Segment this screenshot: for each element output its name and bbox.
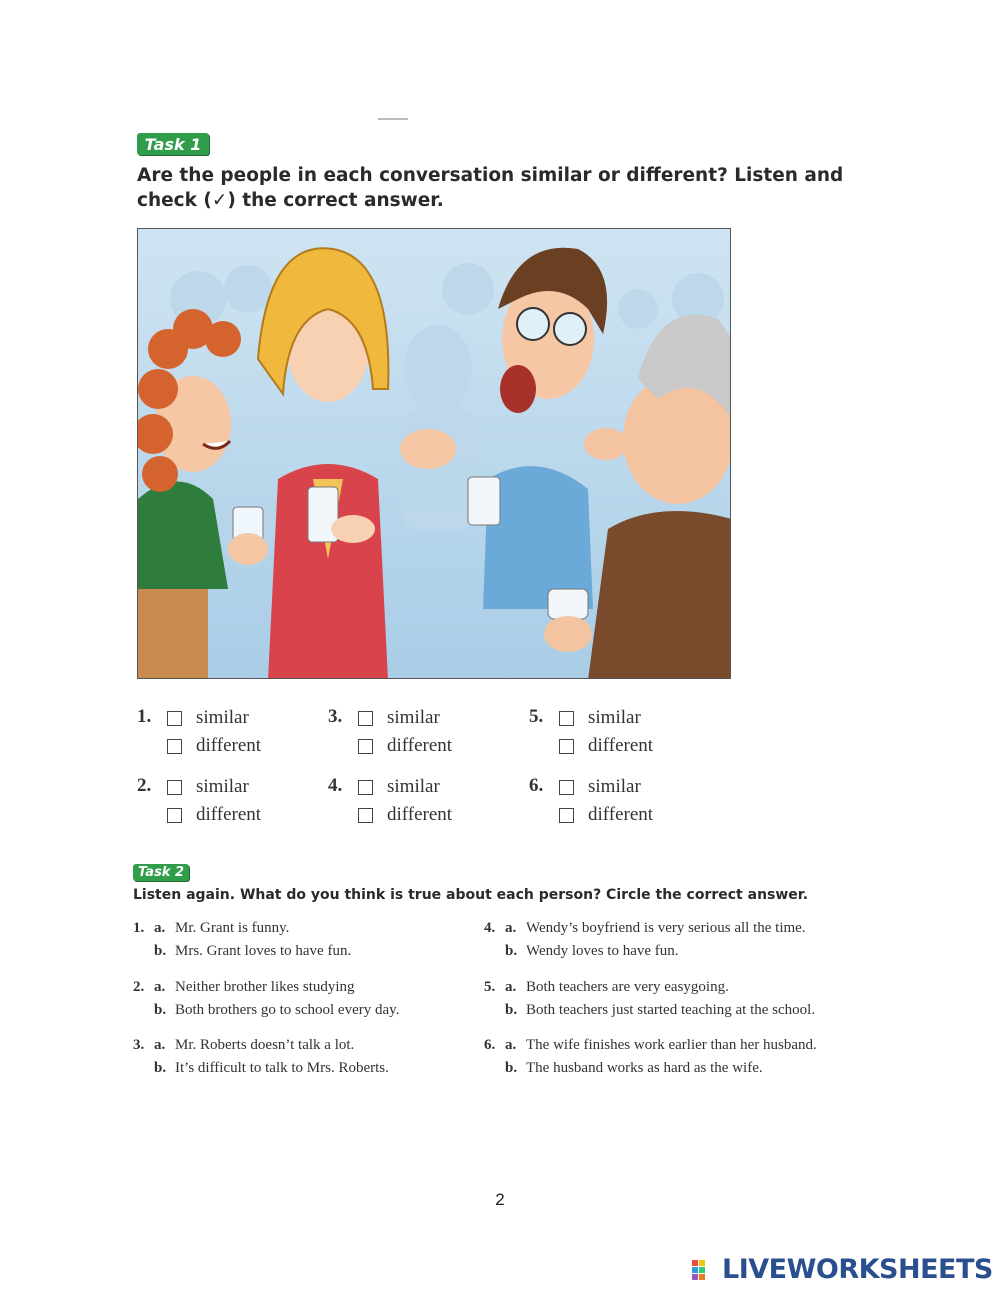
option-similar[interactable]: similar <box>167 775 249 799</box>
question-number: 3. <box>133 1037 145 1053</box>
checkbox[interactable] <box>559 808 574 823</box>
option-similar[interactable]: similar <box>167 706 249 730</box>
answer-b[interactable]: b. Both brothers go to school every day. <box>154 1002 400 1018</box>
answer-a[interactable]: a. Wendy’s boyfriend is very serious all the time. <box>505 920 806 936</box>
question-number: 1. <box>133 920 145 936</box>
checkbox[interactable] <box>559 739 574 754</box>
footer-brand <box>692 1254 993 1285</box>
party-illustration <box>137 228 731 679</box>
option-similar[interactable]: similar <box>559 706 641 730</box>
checkbox[interactable] <box>358 780 373 795</box>
page-number: 2 <box>495 1190 505 1209</box>
option-number: 3. <box>328 706 343 727</box>
question-number: 4. <box>484 920 496 936</box>
checkbox[interactable] <box>358 739 373 754</box>
option-different[interactable]: different <box>167 803 261 827</box>
liveworksheets-logo-icon <box>692 1257 718 1283</box>
option-similar[interactable]: similar <box>358 706 440 730</box>
brand-name: LIVEWORKSHEETS <box>722 1254 993 1285</box>
option-number: 2. <box>137 775 152 796</box>
question-number: 6. <box>484 1037 496 1053</box>
checkbox[interactable] <box>167 739 182 754</box>
checkbox[interactable] <box>559 711 574 726</box>
option-different[interactable]: different <box>167 734 261 758</box>
task1-instruction: Are the people in each conversation similar or different? Listen and check (✓) the correct answer. <box>137 165 844 211</box>
option-different[interactable]: different <box>358 734 452 758</box>
answer-a[interactable]: a. Both teachers are very easygoing. <box>505 979 729 995</box>
task2-instruction: Listen again. What do you think is true about each person? Circle the correct answer. <box>133 887 809 903</box>
answer-a[interactable]: a. Neither brother likes studying <box>154 979 355 995</box>
checkbox[interactable] <box>559 780 574 795</box>
option-similar[interactable]: similar <box>559 775 641 799</box>
question-number: 2. <box>133 979 145 995</box>
option-number: 1. <box>137 706 152 727</box>
task2-badge: Task 2 <box>133 864 189 881</box>
checkbox[interactable] <box>358 711 373 726</box>
option-similar[interactable]: similar <box>358 775 440 799</box>
task1-badge: Task 1 <box>137 133 209 155</box>
answer-a[interactable]: a. The wife finishes work earlier than her husband. <box>505 1037 817 1053</box>
question-number: 5. <box>484 979 496 995</box>
checkbox[interactable] <box>167 711 182 726</box>
answer-b[interactable]: b. Both teachers just started teaching at the school. <box>505 1002 816 1018</box>
checkbox[interactable] <box>358 808 373 823</box>
checkbox[interactable] <box>167 780 182 795</box>
option-different[interactable]: different <box>358 803 452 827</box>
answer-b[interactable]: b. The husband works as hard as the wife. <box>505 1060 763 1076</box>
answer-a[interactable]: a. Mr. Roberts doesn’t talk a lot. <box>154 1037 355 1053</box>
scan-mark <box>378 118 408 120</box>
checkbox[interactable] <box>167 808 182 823</box>
answer-a[interactable]: a. Mr. Grant is funny. <box>154 920 290 936</box>
option-number: 4. <box>328 775 343 796</box>
answer-b[interactable]: b. Mrs. Grant loves to have fun. <box>154 943 352 959</box>
answer-b[interactable]: b. It’s difficult to talk to Mrs. Roberts. <box>154 1060 389 1076</box>
option-different[interactable]: different <box>559 734 653 758</box>
option-number: 5. <box>529 706 544 727</box>
answer-b[interactable]: b. Wendy loves to have fun. <box>505 943 679 959</box>
option-different[interactable]: different <box>559 803 653 827</box>
option-number: 6. <box>529 775 544 796</box>
